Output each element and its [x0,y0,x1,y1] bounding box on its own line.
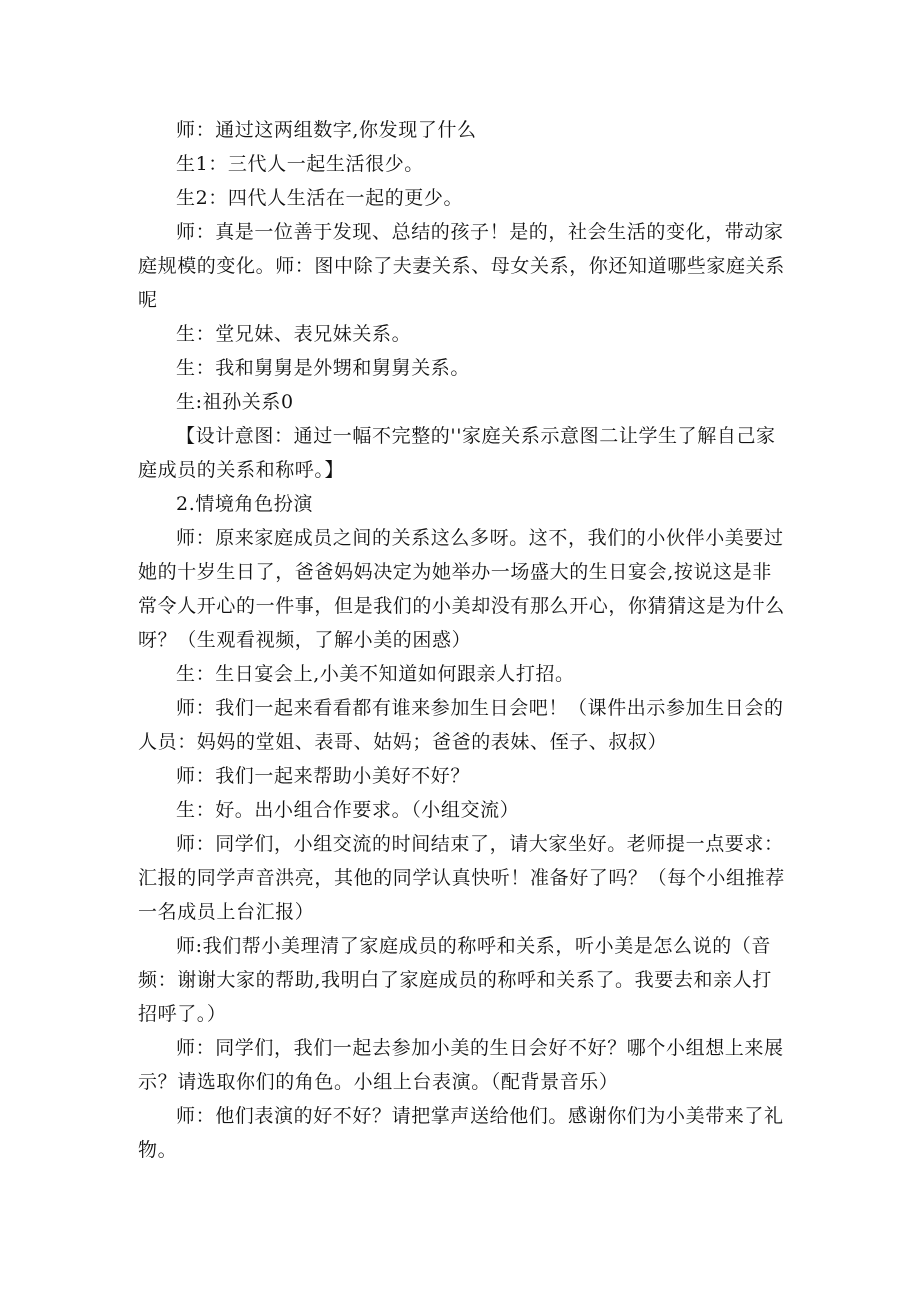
paragraph: 生2：四代人生活在一起的更少。 [176,187,464,209]
paragraph: 生：生日宴会上,小美不知道如何跟亲人打招。 [176,663,575,685]
paragraph: 生：好。出小组合作要求。（小组交流） [176,799,520,821]
design-intent-note: 【设计意图：通过一幅不完整的''家庭关系示意图二让学生了解自己家庭成员的关系和称呼。】 [138,425,776,481]
paragraph: 生：堂兄妹、表兄妹关系。 [176,323,412,345]
paragraph: 师：我们一起来看看都有谁来参加生日会吧！（课件出示参加生日会的人员：妈妈的堂姐、表哥、姑妈；爸爸的表妹、侄子、叔叔） [138,697,784,753]
section-heading: 2.情境角色扮演 [176,493,313,515]
paragraph: 师：我们一起来帮助小美好不好？ [176,765,471,787]
paragraph: 师：同学们，我们一起去参加小美的生日会好不好？哪个小组想上来展示？请选取你们的角色。小组上台表演。（配背景音乐） [138,1037,784,1093]
paragraph: 生1：三代人一起生活很少。 [176,153,424,175]
paragraph: 师:我们帮小美理清了家庭成员的称呼和关系，听小美是怎么说的（音频：谢谢大家的帮助,我明白了家庭成员的称呼和关系了。我要去和亲人打招呼了。） [138,935,772,1025]
paragraph: 师：真是一位善于发现、总结的孩子！是的，社会生活的变化，带动家庭规模的变化。师：图中除了夫妻关系、母女关系，你还知道哪些家庭关系呢 [138,221,785,311]
paragraph: 生：我和舅舅是外甥和舅舅关系。 [176,357,471,379]
paragraph: 师：通过这两组数字,你发现了什么 [176,119,477,141]
paragraph: 师：同学们，小组交流的时间结束了，请大家坐好。老师提一点要求：汇报的同学声音洪亮，其他的同学认真快听！准备好了吗？（每个小组推荐一名成员上台汇报） [138,833,785,923]
paragraph: 生:祖孙关系0 [176,391,294,413]
paragraph: 师：原来家庭成员之间的关系这么多呀。这不，我们的小伙伴小美要过她的十岁生日了，爸爸妈妈决定为她举办一场盛大的生日宴会,按说这是非常令人开心的一件事，但是我们的小美却没有那么开心，你猜猜这是为什么呀？（生观看视频，了解小美的困惑） [138,527,785,651]
document-body [138,113,788,1167]
paragraph: 师：他们表演的好不好？请把掌声送给他们。感谢你们为小美带来了礼物。 [138,1105,784,1161]
